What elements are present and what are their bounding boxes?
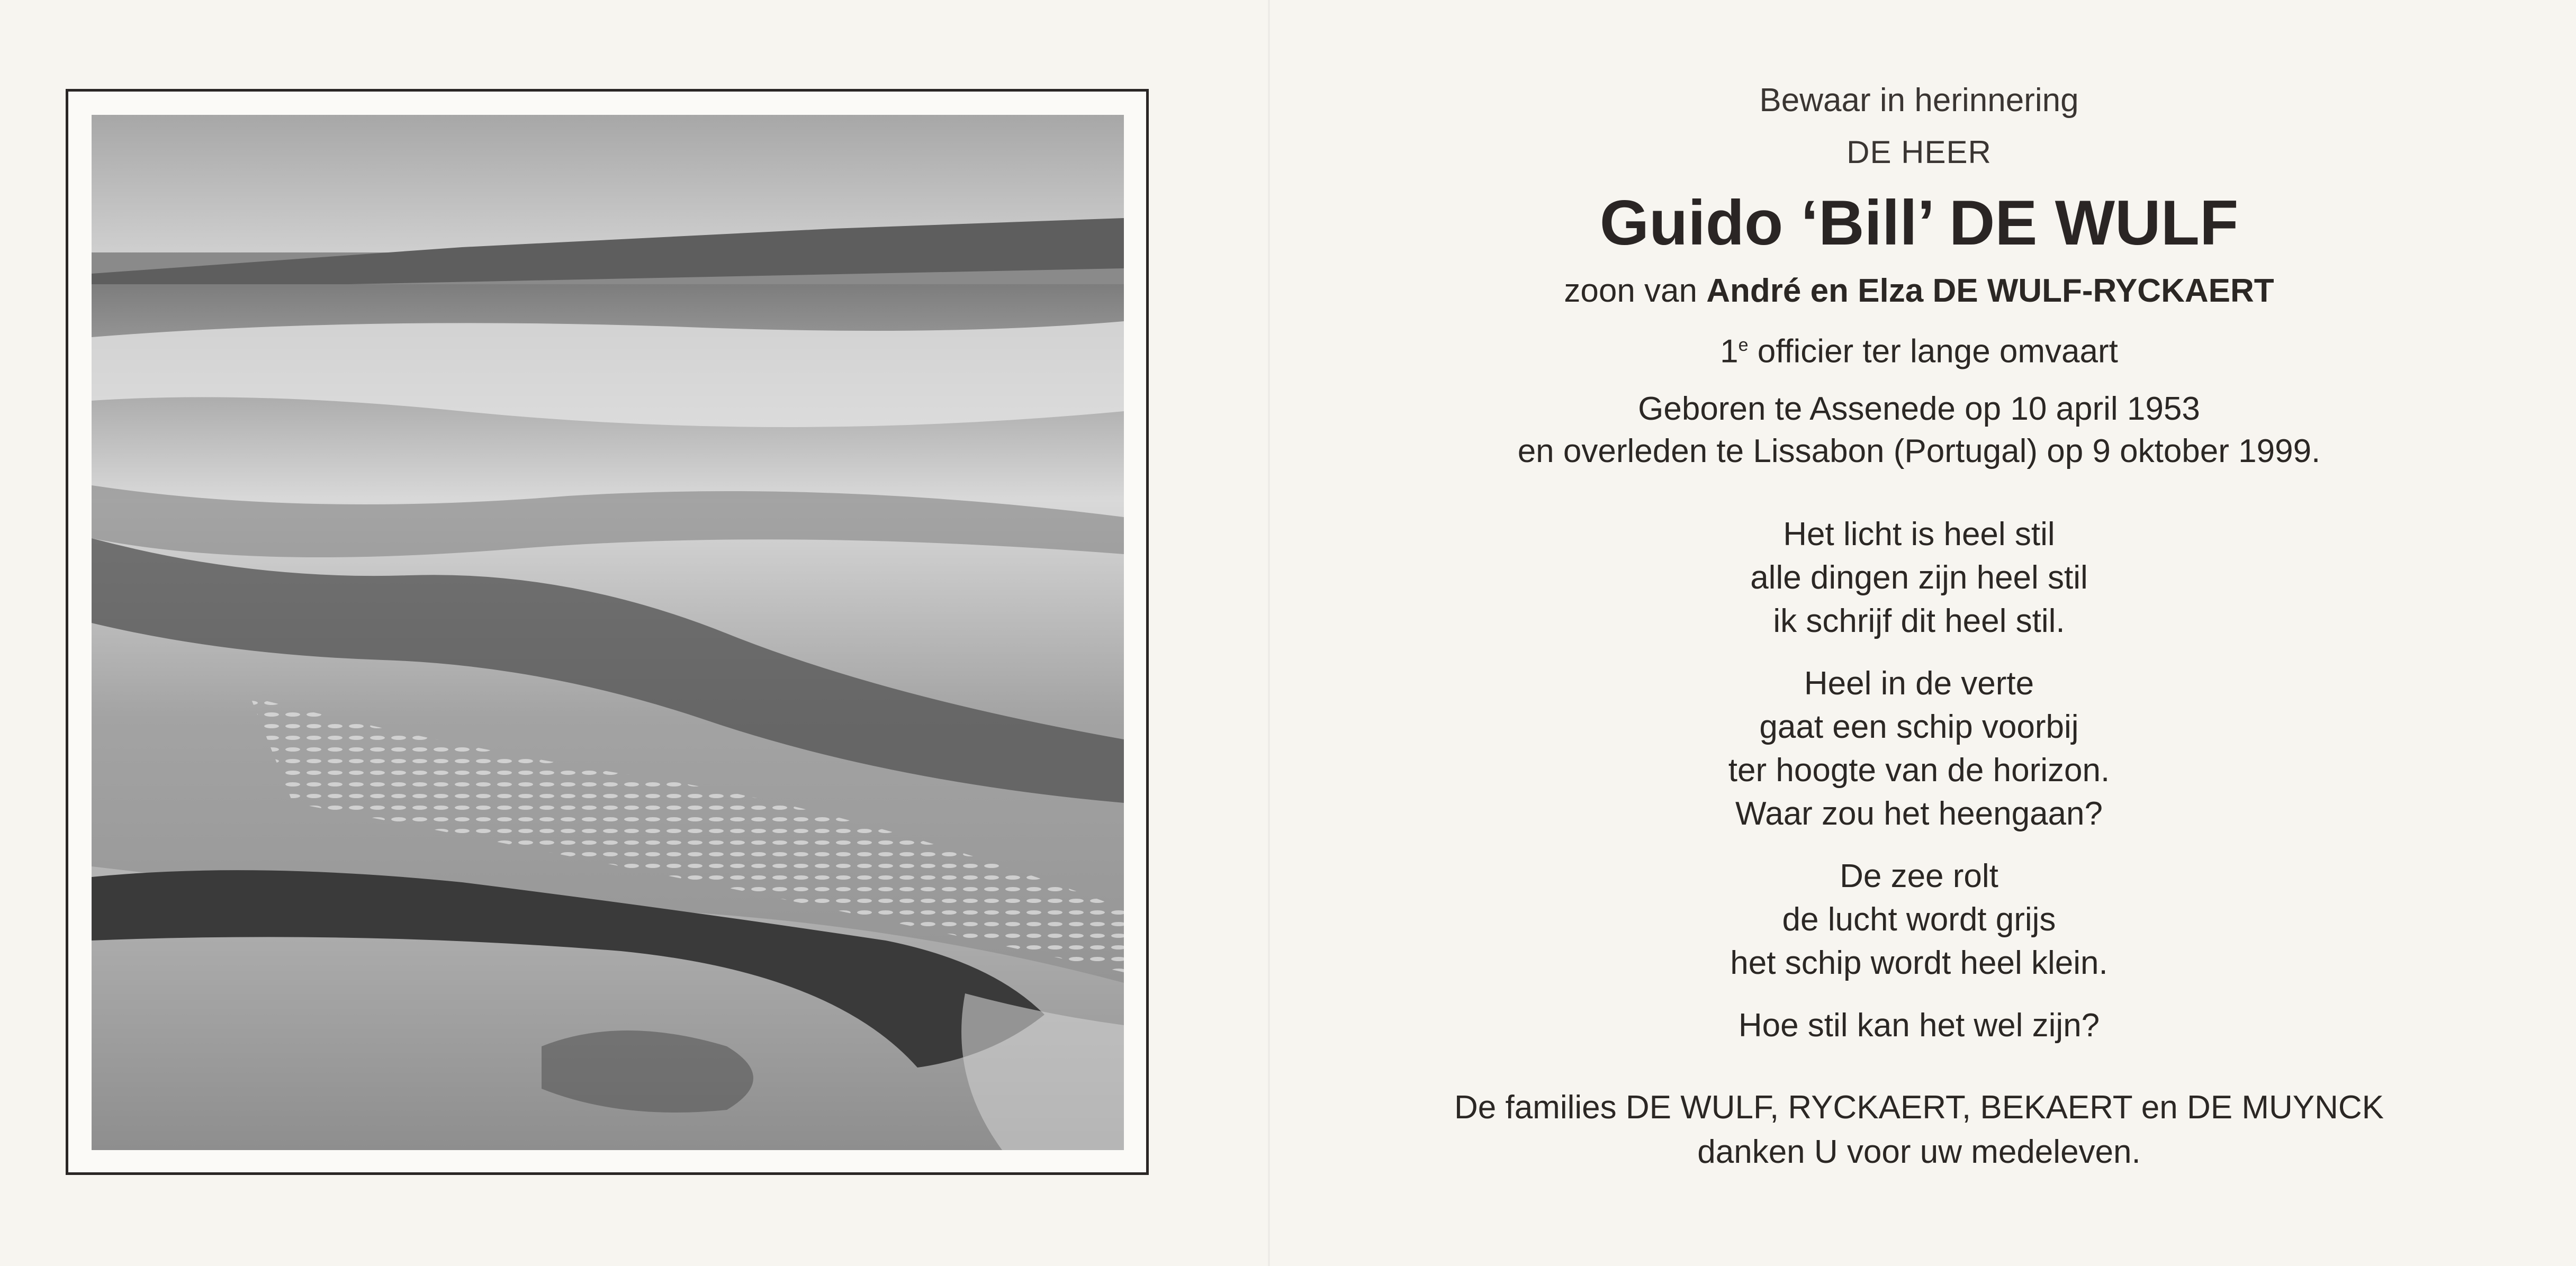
poem-stanza [1355, 662, 2483, 836]
poem-stanza [1355, 855, 2483, 985]
deceased-name: Guido ‘Bill’ DE WULF [1599, 187, 2239, 258]
birth-line: Geboren te Assenede op 10 april 1953 [1638, 390, 2200, 427]
title-prefix: DE HEER [1847, 134, 1992, 170]
poem-line: ik schrijf dit heel stil. [1773, 602, 2065, 639]
rank-superscript: e [1738, 335, 1749, 355]
thanks-line: danken U voor uw medeleven. [1697, 1133, 2141, 1170]
poem-line: alle dingen zijn heel stil [1750, 559, 2088, 596]
poem-line: Hoe stil kan het wel zijn? [1738, 1007, 2100, 1044]
families-line: De families DE WULF, RYCKAERT, BEKAERT en DE MUYNCK [1454, 1089, 2384, 1126]
card-fold [1268, 0, 1270, 1266]
rank-line [1355, 320, 2483, 377]
poem-line: Het licht is heel stil [1783, 516, 2055, 553]
rank-number: 1 [1720, 333, 1739, 370]
poem-line: De zee rolt [1840, 857, 1998, 894]
poem-line: Heel in de verte [1804, 665, 2034, 702]
son-prefix: zoon van [1564, 273, 1707, 309]
poem-line: Waar zou het heengaan? [1735, 795, 2103, 832]
poem-line: het schip wordt heel klein. [1730, 944, 2108, 981]
beach-photo-icon [92, 115, 1124, 1150]
parents-line [1355, 266, 2483, 316]
poem-line: gaat een schip voorbij [1759, 708, 2079, 745]
rank-text: officier ter lange omvaart [1748, 333, 2118, 370]
intro-text: Bewaar in herinnering [1759, 82, 2079, 119]
poem-stanza [1355, 513, 2483, 643]
parents-names: André en Elza DE WULF-RYCKAERT [1706, 273, 2274, 309]
poem-stanza [1355, 1004, 2483, 1047]
poem [1355, 513, 2483, 1047]
families-thanks [1355, 1086, 2483, 1174]
text-panel [1355, 74, 2483, 1212]
photo-frame [66, 89, 1149, 1175]
death-line: en overleden te Lissabon (Portugal) op 9 oktober 1999. [1517, 432, 2321, 469]
poem-line: ter hoogte van de horizon. [1728, 752, 2110, 789]
poem-line: de lucht wordt grijs [1782, 901, 2056, 938]
